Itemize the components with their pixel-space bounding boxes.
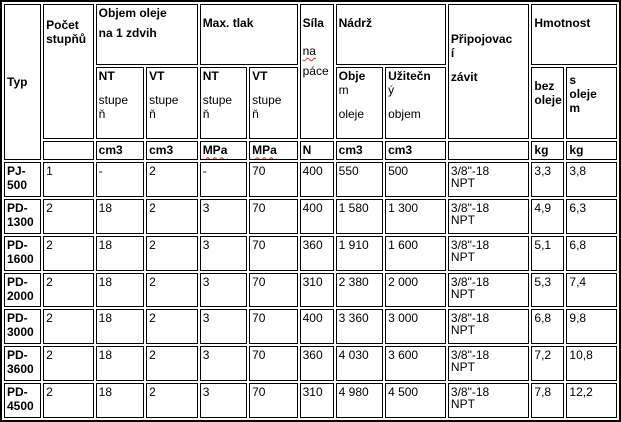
- zavit-cell-line1: 3/8"-18: [450, 385, 490, 400]
- bez-oleje-cell: 3,3: [531, 162, 564, 197]
- zavit-cell: [448, 346, 529, 381]
- header-pocet-line1: Počet: [46, 18, 79, 32]
- table-row: [4, 383, 617, 418]
- header-objem-line2: na 1 zdvih: [98, 26, 157, 40]
- nt-tlak-cell: 3: [200, 199, 247, 234]
- header-max-tlak-text: Max. tlak: [202, 16, 254, 30]
- s-olejem-cell: 10,8: [566, 346, 617, 381]
- sila-cell: 400: [300, 309, 334, 344]
- table-row: [4, 236, 617, 271]
- unit-objem: cm3: [336, 141, 383, 160]
- zavit-cell-line2: NPT: [450, 286, 475, 301]
- stupne-cell: 1: [43, 162, 94, 197]
- sila-cell: 400: [300, 162, 334, 197]
- type-cell-line2: 3600: [7, 362, 34, 377]
- s-olejem-cell: 6,8: [566, 236, 617, 271]
- header-typ: Typ: [4, 4, 41, 160]
- unit-sila: N: [300, 141, 334, 160]
- type-cell-line2: 500: [7, 177, 28, 192]
- zavit-cell-line2: NPT: [450, 175, 475, 190]
- header-objem-nadrz-l3: oleje: [338, 107, 364, 122]
- sila-cell: 360: [300, 346, 334, 381]
- bez-oleje-cell: 5,3: [531, 273, 564, 308]
- zavit-cell-line1: 3/8"-18: [450, 163, 490, 178]
- table-row: [4, 309, 617, 344]
- type-cell: [4, 236, 41, 271]
- bez-oleje-cell: 7,2: [531, 346, 564, 381]
- objem-cell: 4 980: [336, 383, 383, 418]
- nt-tlak-cell: -: [200, 162, 247, 197]
- unit-zavit: [448, 141, 529, 160]
- header-objem-nadrz-l2: m: [338, 83, 349, 98]
- objem-cell: 1 910: [336, 236, 383, 271]
- units-row: [4, 141, 617, 160]
- zavit-cell-line2: NPT: [450, 397, 475, 412]
- header-bez-oleje-l2: oleje: [534, 93, 562, 108]
- type-cell-line1: PD-: [7, 348, 28, 363]
- type-cell: [4, 273, 41, 308]
- unit-s: kg: [566, 141, 617, 160]
- type-cell-line1: PD-: [7, 385, 28, 400]
- header-objem-oleje-nadrz: [336, 67, 383, 139]
- uzitecny-cell: 3 600: [385, 346, 446, 381]
- data-rows: [4, 162, 617, 418]
- zavit-cell: [448, 383, 529, 418]
- vt-objem-cell: 2: [146, 346, 198, 381]
- table-row: [4, 273, 617, 308]
- header-vt-tlak-l2: stupe: [252, 93, 282, 108]
- header-pocet-stupnu: [43, 4, 94, 139]
- unit-uzitecny: cm3: [385, 141, 446, 160]
- table-row: [4, 346, 617, 381]
- header-row-1: [4, 4, 617, 65]
- zavit-cell-line2: NPT: [450, 323, 475, 338]
- vt-objem-cell: 2: [146, 383, 198, 418]
- header-bez-oleje: [531, 67, 564, 139]
- vt-objem-cell: 2: [146, 199, 198, 234]
- nt-objem-cell: 18: [96, 309, 144, 344]
- vt-tlak-cell: 70: [249, 346, 297, 381]
- s-olejem-cell: 7,4: [566, 273, 617, 308]
- zavit-cell: [448, 236, 529, 271]
- zavit-cell-line2: NPT: [450, 212, 475, 227]
- nt-objem-cell: -: [96, 162, 144, 197]
- vt-objem-cell: 2: [146, 236, 198, 271]
- header-nt-tlak-l1: NT: [202, 69, 219, 84]
- zavit-cell-line1: 3/8"-18: [450, 200, 490, 215]
- nt-tlak-cell: 3: [200, 236, 247, 271]
- header-pocet-line2: stupňů: [46, 32, 87, 46]
- vt-objem-cell: 2: [146, 162, 198, 197]
- type-cell-line1: PJ-: [7, 163, 26, 178]
- vt-tlak-cell: 70: [249, 236, 297, 271]
- zavit-cell: [448, 199, 529, 234]
- header-uzitecny-objem: [385, 67, 446, 139]
- header-pripojovaci-line1: Připojovac: [450, 32, 513, 46]
- type-cell-line2: 2000: [7, 288, 34, 303]
- vt-objem-cell: 2: [146, 309, 198, 344]
- s-olejem-cell: 12,2: [566, 383, 617, 418]
- nt-tlak-cell: 3: [200, 273, 247, 308]
- header-s-olejem-l2: olejе: [569, 87, 597, 102]
- header-sila: [300, 4, 334, 139]
- table-row: [4, 162, 617, 197]
- header-nt-tlak: [200, 67, 247, 139]
- uzitecny-cell: 2 000: [385, 273, 446, 308]
- sila-cell: 310: [300, 383, 334, 418]
- header-vt-tlak-l1: VT: [252, 69, 268, 84]
- header-nt-tlak-l2: stupe: [202, 93, 233, 108]
- header-nt-objem-l1: NT: [98, 69, 115, 84]
- type-cell: [4, 346, 41, 381]
- bez-oleje-cell: 4,9: [531, 199, 564, 234]
- vt-tlak-cell: 70: [249, 162, 297, 197]
- nt-objem-cell: 18: [96, 383, 144, 418]
- header-vt-objem: [146, 67, 198, 139]
- header-nadrz-text: Nádrž: [338, 16, 372, 30]
- nt-tlak-cell: 3: [200, 346, 247, 381]
- type-cell-line1: PD-: [7, 237, 28, 252]
- header-hmotnost-text: Hmotnost: [534, 16, 591, 30]
- vt-objem-cell: 2: [146, 273, 198, 308]
- nt-objem-cell: 18: [96, 236, 144, 271]
- unit-vt-tlak: MPa: [249, 141, 297, 160]
- zavit-cell: [448, 309, 529, 344]
- s-olejem-cell: 3,8: [566, 162, 617, 197]
- bez-oleje-cell: 6,8: [531, 309, 564, 344]
- type-cell: [4, 199, 41, 234]
- unit-pocet-empty: [43, 141, 94, 160]
- header-sila-line1: Síla: [302, 16, 324, 30]
- header-hmotnost: [531, 4, 617, 65]
- stupne-cell: 2: [43, 199, 94, 234]
- header-uzitecny-l2: ý: [388, 83, 395, 98]
- header-pripojovaci-line2: í: [450, 46, 455, 60]
- zavit-cell: [448, 273, 529, 308]
- header-vt-objem-l3: ň: [149, 107, 156, 122]
- type-cell-line1: PD-: [7, 200, 28, 215]
- uzitecny-cell: 500: [385, 162, 446, 197]
- type-cell-line2: 3000: [7, 325, 34, 340]
- vt-tlak-cell: 70: [249, 199, 297, 234]
- nt-tlak-cell: 3: [200, 383, 247, 418]
- stupne-cell: 2: [43, 236, 94, 271]
- objem-cell: 1 580: [336, 199, 383, 234]
- objem-cell: 550: [336, 162, 383, 197]
- stupne-cell: 2: [43, 309, 94, 344]
- zavit-cell-line1: 3/8"-18: [450, 348, 490, 363]
- type-cell-line1: PD-: [7, 311, 28, 326]
- uzitecny-cell: 1 300: [385, 199, 446, 234]
- s-olejem-cell: 9,8: [566, 309, 617, 344]
- unit-bez: kg: [531, 141, 564, 160]
- objem-cell: 2 380: [336, 273, 383, 308]
- stupne-cell: 2: [43, 346, 94, 381]
- zavit-cell-line2: NPT: [450, 249, 475, 264]
- header-vt-tlak: [249, 67, 297, 139]
- header-uzitecny-l1: Užitečn: [388, 69, 431, 84]
- header-objem-nadrz-l1: Obje: [338, 69, 366, 84]
- header-vt-objem-l2: stupe: [149, 93, 179, 108]
- type-cell-line2: 4500: [7, 399, 34, 414]
- header-pripojovaci-line3: závit: [450, 70, 478, 84]
- header-nt-objem: [96, 67, 144, 139]
- header-s-olejem-l1: s: [569, 73, 577, 88]
- vt-tlak-cell: 70: [249, 309, 297, 344]
- uzitecny-cell: 3 000: [385, 309, 446, 344]
- unit-nt-objem: cm3: [96, 141, 144, 160]
- unit-nt-tlak: MPa: [200, 141, 247, 160]
- header-bez-oleje-l1: bez: [534, 79, 555, 94]
- stupne-cell: 2: [43, 383, 94, 418]
- type-cell: [4, 383, 41, 418]
- type-cell: [4, 162, 41, 197]
- zavit-cell-line2: NPT: [450, 360, 475, 375]
- header-objem-line1: Objem oleje: [98, 6, 167, 20]
- uzitecny-cell: 4 500: [385, 383, 446, 418]
- type-cell: [4, 309, 41, 344]
- header-sila-line3: páce: [302, 64, 329, 78]
- header-objem-oleje: [96, 4, 198, 65]
- sila-cell: 310: [300, 273, 334, 308]
- bez-oleje-cell: 7,8: [531, 383, 564, 418]
- type-cell-line2: 1600: [7, 251, 34, 266]
- zavit-cell-line1: 3/8"-18: [450, 311, 490, 326]
- stupne-cell: 2: [43, 273, 94, 308]
- header-s-olejem-l3: m: [569, 101, 581, 116]
- header-s-olejem: [566, 67, 617, 139]
- header-nt-tlak-l3: ň: [202, 107, 210, 122]
- objem-cell: 3 360: [336, 309, 383, 344]
- s-olejem-cell: 6,3: [566, 199, 617, 234]
- header-sila-line2: na: [302, 44, 316, 58]
- header-nt-objem-l3: ň: [98, 107, 106, 122]
- header-max-tlak: [200, 4, 298, 65]
- header-vt-tlak-l3: ň: [252, 107, 259, 122]
- sila-cell: 360: [300, 236, 334, 271]
- nt-objem-cell: 18: [96, 273, 144, 308]
- header-vt-objem-l1: VT: [149, 69, 165, 84]
- nt-tlak-cell: 3: [200, 309, 247, 344]
- uzitecny-cell: 1 600: [385, 236, 446, 271]
- zavit-cell: [448, 162, 529, 197]
- objem-cell: 4 030: [336, 346, 383, 381]
- sila-cell: 400: [300, 199, 334, 234]
- vt-tlak-cell: 70: [249, 383, 297, 418]
- nt-objem-cell: 18: [96, 199, 144, 234]
- type-cell-line1: PD-: [7, 274, 28, 289]
- vt-tlak-cell: 70: [249, 273, 297, 308]
- header-nt-objem-l2: stupe: [98, 93, 129, 108]
- type-cell-line2: 1300: [7, 214, 34, 229]
- header-uzitecny-l3: objem: [388, 107, 421, 122]
- unit-vt-objem: cm3: [146, 141, 198, 160]
- header-nadrz: [336, 4, 446, 65]
- zavit-cell-line1: 3/8"-18: [450, 237, 490, 252]
- table-row: [4, 199, 617, 234]
- header-pripojovaci-zavit: [448, 4, 529, 139]
- nt-objem-cell: 18: [96, 346, 144, 381]
- bez-oleje-cell: 5,1: [531, 236, 564, 271]
- zavit-cell-line1: 3/8"-18: [450, 274, 490, 289]
